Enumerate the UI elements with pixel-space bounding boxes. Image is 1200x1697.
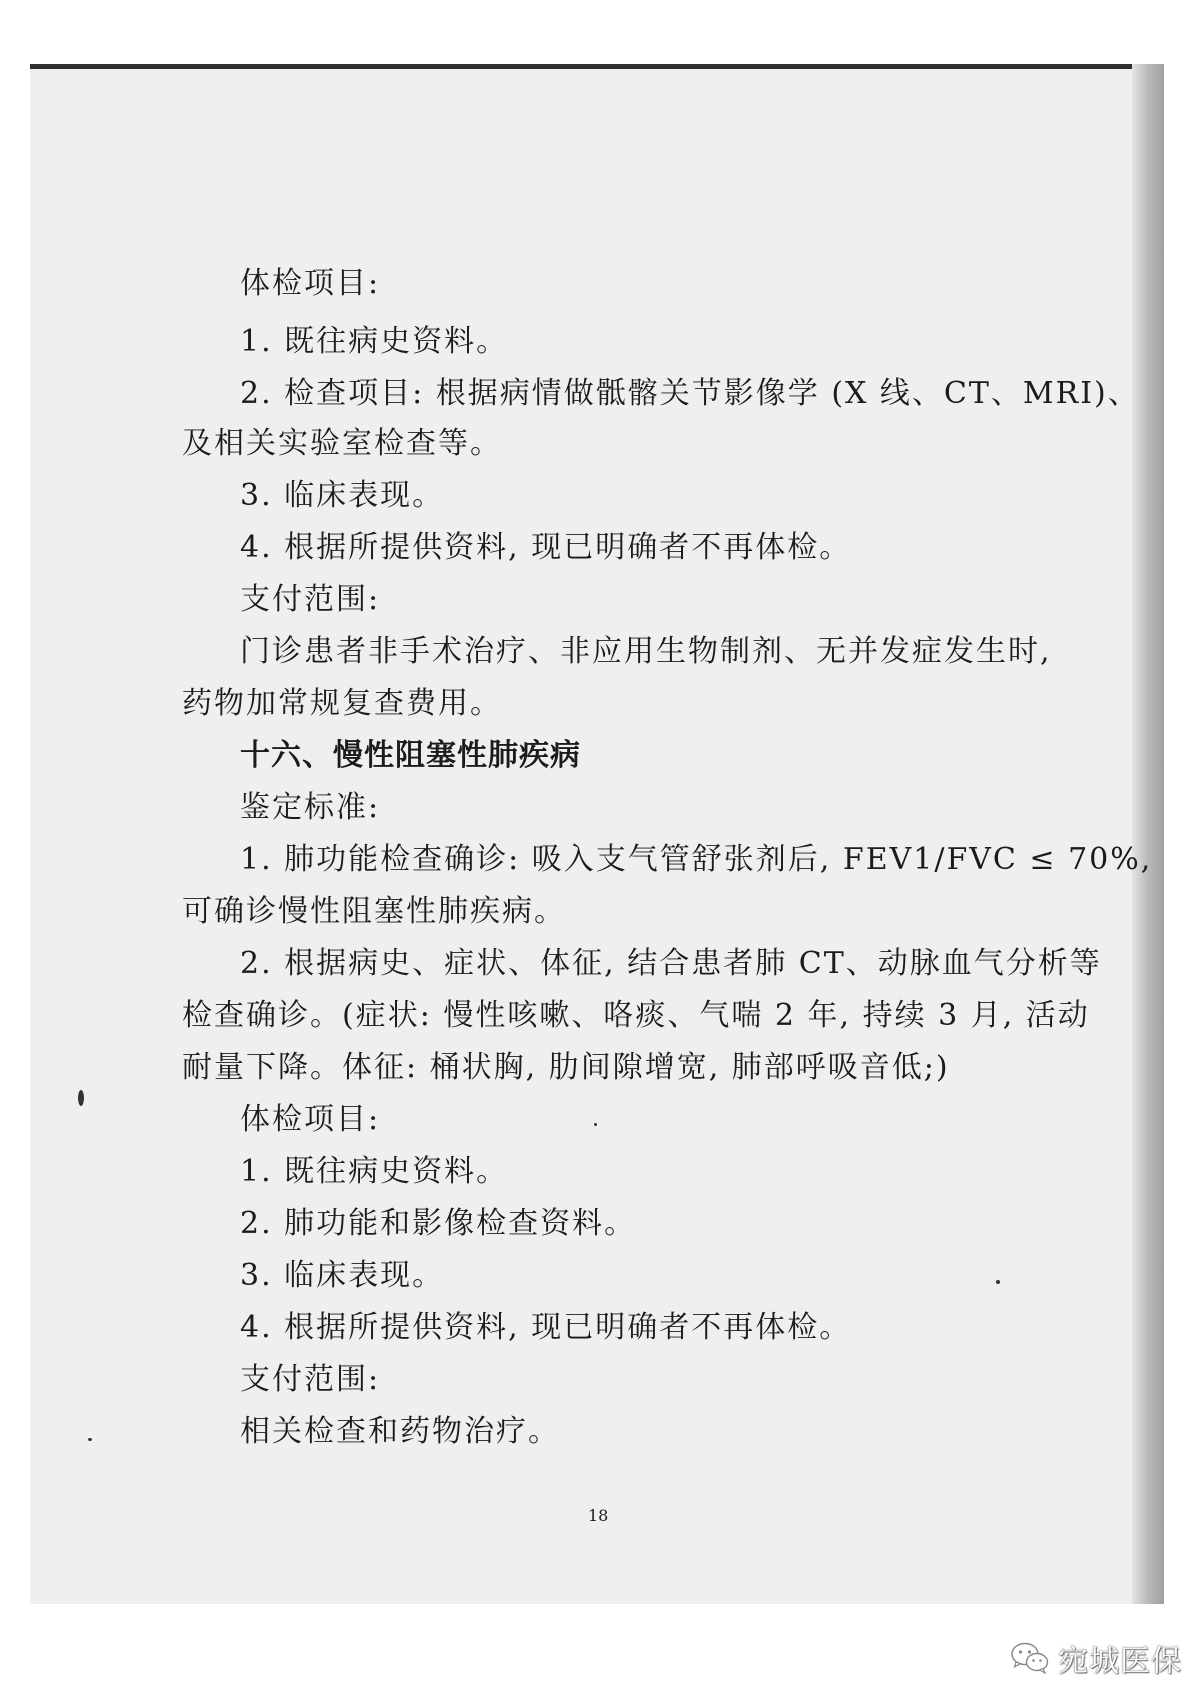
list-item: 1. 既往病史资料。	[240, 324, 509, 359]
list-item: 2. 根据病史、症状、体征, 结合患者肺 CT、动脉血气分析等	[240, 946, 1102, 981]
list-item: 1. 既往病史资料。	[240, 1154, 509, 1189]
list-item: 2. 肺功能和影像检查资料。	[240, 1206, 637, 1241]
scanned-page	[30, 64, 1142, 1604]
scan-speck	[88, 1438, 92, 1441]
chapter-heading: 十六、慢性阻塞性肺疾病	[240, 738, 581, 773]
section-heading-payment-scope: 支付范围:	[240, 582, 381, 617]
section-heading-payment-scope: 支付范围:	[240, 1362, 381, 1397]
list-item: 1. 肺功能检查确诊: 吸入支气管舒张剂后, FEV1/FVC ≤ 70%,	[240, 842, 1153, 877]
paragraph-continuation: 耐量下降。体征: 桶状胸, 肋间隙增宽, 肺部呼吸音低;)	[182, 1050, 950, 1085]
list-item: 3. 临床表现。	[240, 478, 445, 513]
paragraph: 相关检查和药物治疗。	[240, 1414, 560, 1449]
list-item: 4. 根据所提供资料, 现已明确者不再体检。	[240, 530, 852, 565]
section-heading-criteria: 鉴定标准:	[240, 790, 381, 825]
paragraph-continuation: 可确诊慢性阻塞性肺疾病。	[182, 894, 566, 929]
wechat-icon	[1010, 1641, 1050, 1675]
scan-speck	[78, 1090, 84, 1106]
page-right-shadow	[1132, 64, 1164, 1604]
section-heading-exam-items: 体检项目:	[240, 266, 381, 301]
page-number: 18	[588, 1506, 609, 1525]
list-item: 4. 根据所提供资料, 现已明确者不再体检。	[240, 1310, 852, 1345]
watermark-text: 宛城医保	[1058, 1644, 1182, 1679]
paragraph-continuation: 检查确诊。(症状: 慢性咳嗽、咯痰、气喘 2 年, 持续 3 月, 活动	[182, 998, 1090, 1033]
scan-speck	[996, 1280, 1000, 1284]
section-heading-exam-items: 体检项目:	[240, 1102, 381, 1137]
page-top-edge	[30, 64, 1142, 69]
list-item: 2. 检查项目: 根据病情做骶髂关节影像学 (X 线、CT、MRI)、	[240, 376, 1140, 411]
list-item: 3. 临床表现。	[240, 1258, 445, 1293]
scan-speck	[594, 1123, 597, 1126]
paragraph-continuation: 及相关实验室检查等。	[182, 426, 502, 461]
paragraph-continuation: 药物加常规复查费用。	[182, 686, 502, 721]
paragraph: 门诊患者非手术治疗、非应用生物制剂、无并发症发生时,	[240, 634, 1052, 669]
watermark	[1010, 1638, 1182, 1678]
